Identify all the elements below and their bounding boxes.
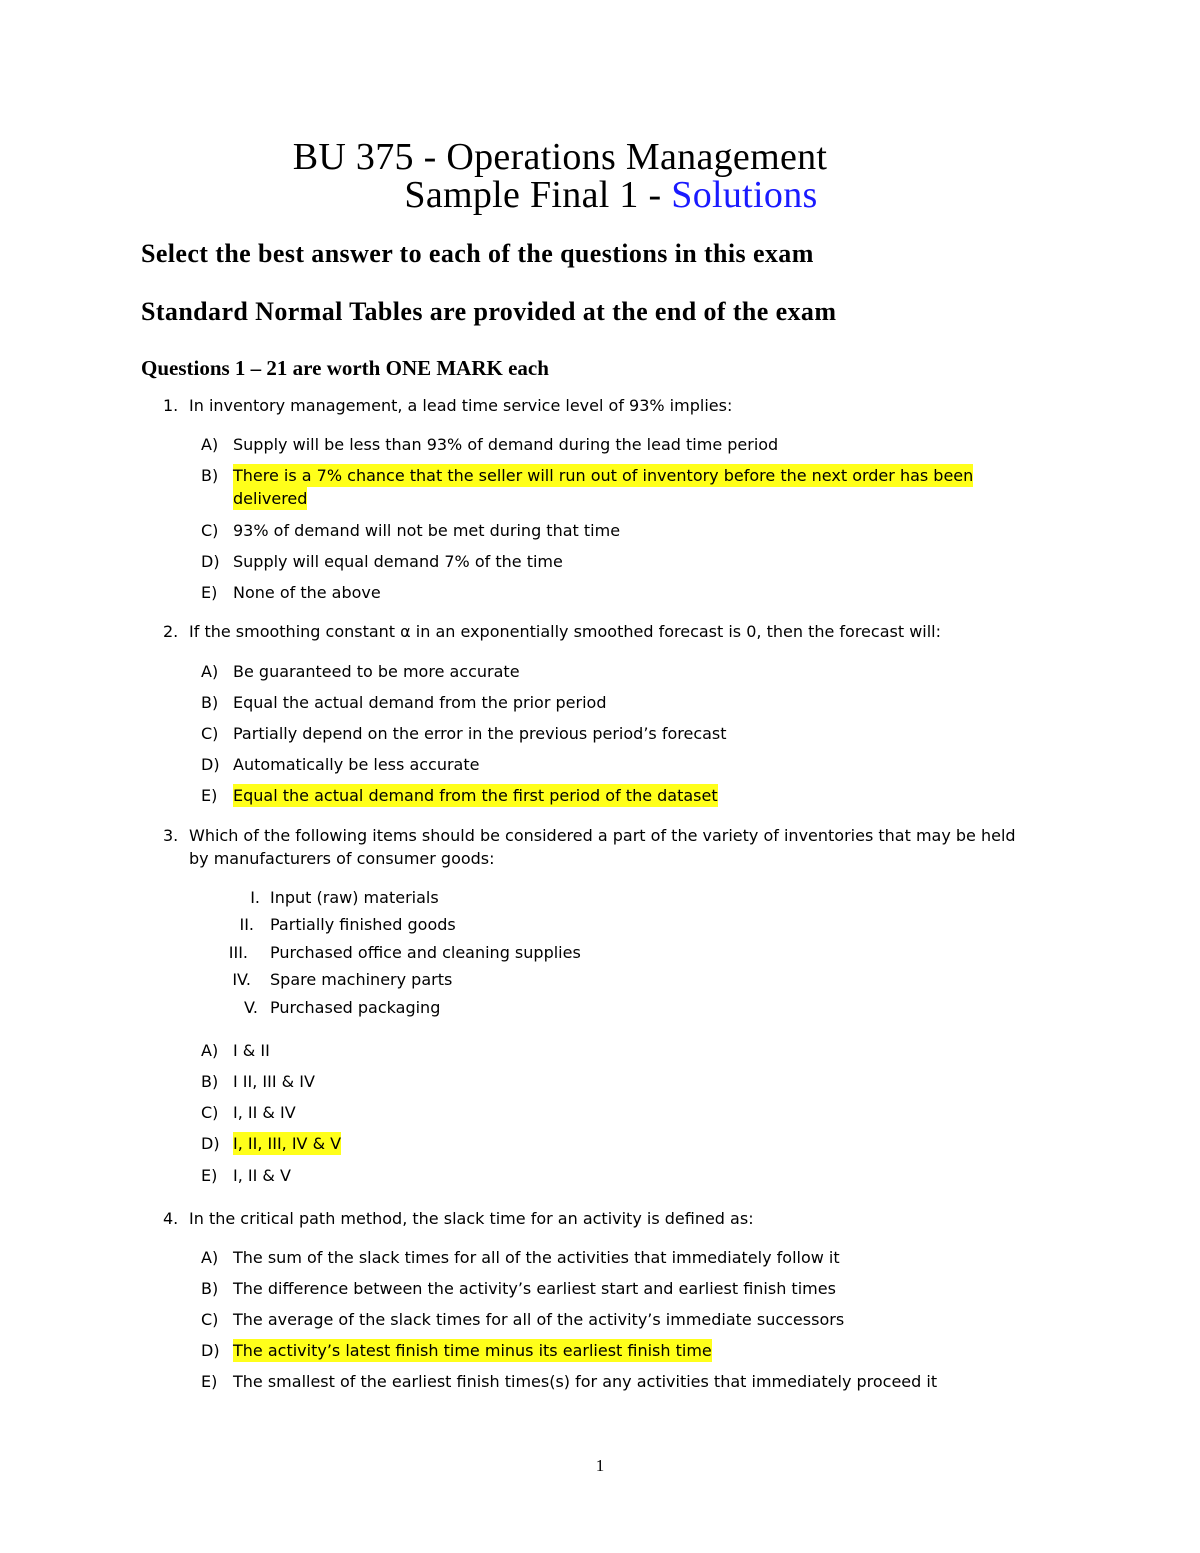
correct-answer-highlight: I, II, III, IV & V [233,1134,342,1153]
exam-subtitle-prefix: Sample Final 1 - [404,174,672,216]
option-text: The difference between the activity’s earliest start and earliest finish times [233,1279,836,1298]
option-text: Automatically be less accurate [233,755,480,774]
option-text: 93% of demand will not be met during that time [233,521,621,540]
option-label: A) [201,1248,219,1267]
option-label: E) [201,583,218,602]
option-text: None of the above [233,583,381,602]
option-text: The average of the slack times for all of the activity’s immediate successors [233,1310,845,1329]
question-text: If the smoothing constant α in an exponentially smoothed forecast is 0, then the forecast will: [189,622,942,641]
section-heading: Questions 1 – 21 are worth ONE MARK each [141,356,549,380]
solutions-label: Solutions [671,174,818,216]
option-label: B) [201,693,219,712]
option-label: A) [201,435,219,454]
correct-answer-highlight: delivered [233,489,308,508]
option-label: C) [201,521,219,540]
question-text: Which of the following items should be considered a part of the variety of inventories that may be held [189,826,1016,845]
option-label: D) [201,1341,220,1360]
question-number: 3. [163,826,179,845]
roman-numeral: II. [239,915,254,934]
option-label: C) [201,724,219,743]
instruction-normal-tables: Standard Normal Tables are provided at the end of the exam [141,297,837,326]
option-text: The sum of the slack times for all of the activities that immediately follow it [233,1248,840,1267]
option-text: Equal the actual demand from the prior period [233,693,607,712]
option-label: E) [201,786,218,805]
question-text: by manufacturers of consumer goods: [189,849,495,868]
option-text: Supply will equal demand 7% of the time [233,552,563,571]
option-text: Supply will be less than 93% of demand during the lead time period [233,435,779,454]
roman-numeral: V. [244,998,258,1017]
item-text: Spare machinery parts [270,970,453,989]
question-number: 1. [163,396,179,415]
option-text: I, II & IV [233,1103,296,1122]
option-label: E) [201,1372,218,1391]
option-label: C) [201,1310,219,1329]
option-label: D) [201,552,220,571]
option-label: A) [201,662,219,681]
option-text: Be guaranteed to be more accurate [233,662,520,681]
roman-numeral: I. [250,888,260,907]
option-label: A) [201,1041,219,1060]
option-label: C) [201,1103,219,1122]
item-text: Input (raw) materials [270,888,439,907]
exam-subtitle [11,175,1200,215]
option-label: B) [201,466,219,485]
question-text: In inventory management, a lead time service level of 93% implies: [189,396,733,415]
item-text: Purchased office and cleaning supplies [270,943,581,962]
correct-answer-highlight: There is a 7% chance that the seller will run out of inventory before the next order has been [233,466,974,485]
question-text: In the critical path method, the slack time for an activity is defined as: [189,1209,754,1228]
option-text: Partially depend on the error in the previous period’s forecast [233,724,727,743]
option-text: I, II & V [233,1166,291,1185]
option-label: B) [201,1279,219,1298]
item-text: Partially finished goods [270,915,456,934]
option-label: B) [201,1072,219,1091]
item-text: Purchased packaging [270,998,441,1017]
option-text: The smallest of the earliest finish times(s) for any activities that immediately proceed it [233,1372,938,1391]
instruction-select-answer: Select the best answer to each of the questions in this exam [141,239,814,268]
option-label: D) [201,755,220,774]
course-title: BU 375 - Operations Management [292,136,828,178]
correct-answer-highlight: The activity’s latest finish time minus its earliest finish time [233,1341,712,1360]
option-label: D) [201,1134,220,1153]
option-text: I & II [233,1041,270,1060]
roman-numeral: III. [228,943,248,962]
roman-numeral: IV. [232,970,251,989]
question-number: 2. [163,622,179,641]
question-number: 4. [163,1209,179,1228]
page-number: 1 [595,1456,605,1475]
correct-answer-highlight: Equal the actual demand from the first period of the dataset [233,786,718,805]
option-text: I II, III & IV [233,1072,315,1091]
option-label: E) [201,1166,218,1185]
